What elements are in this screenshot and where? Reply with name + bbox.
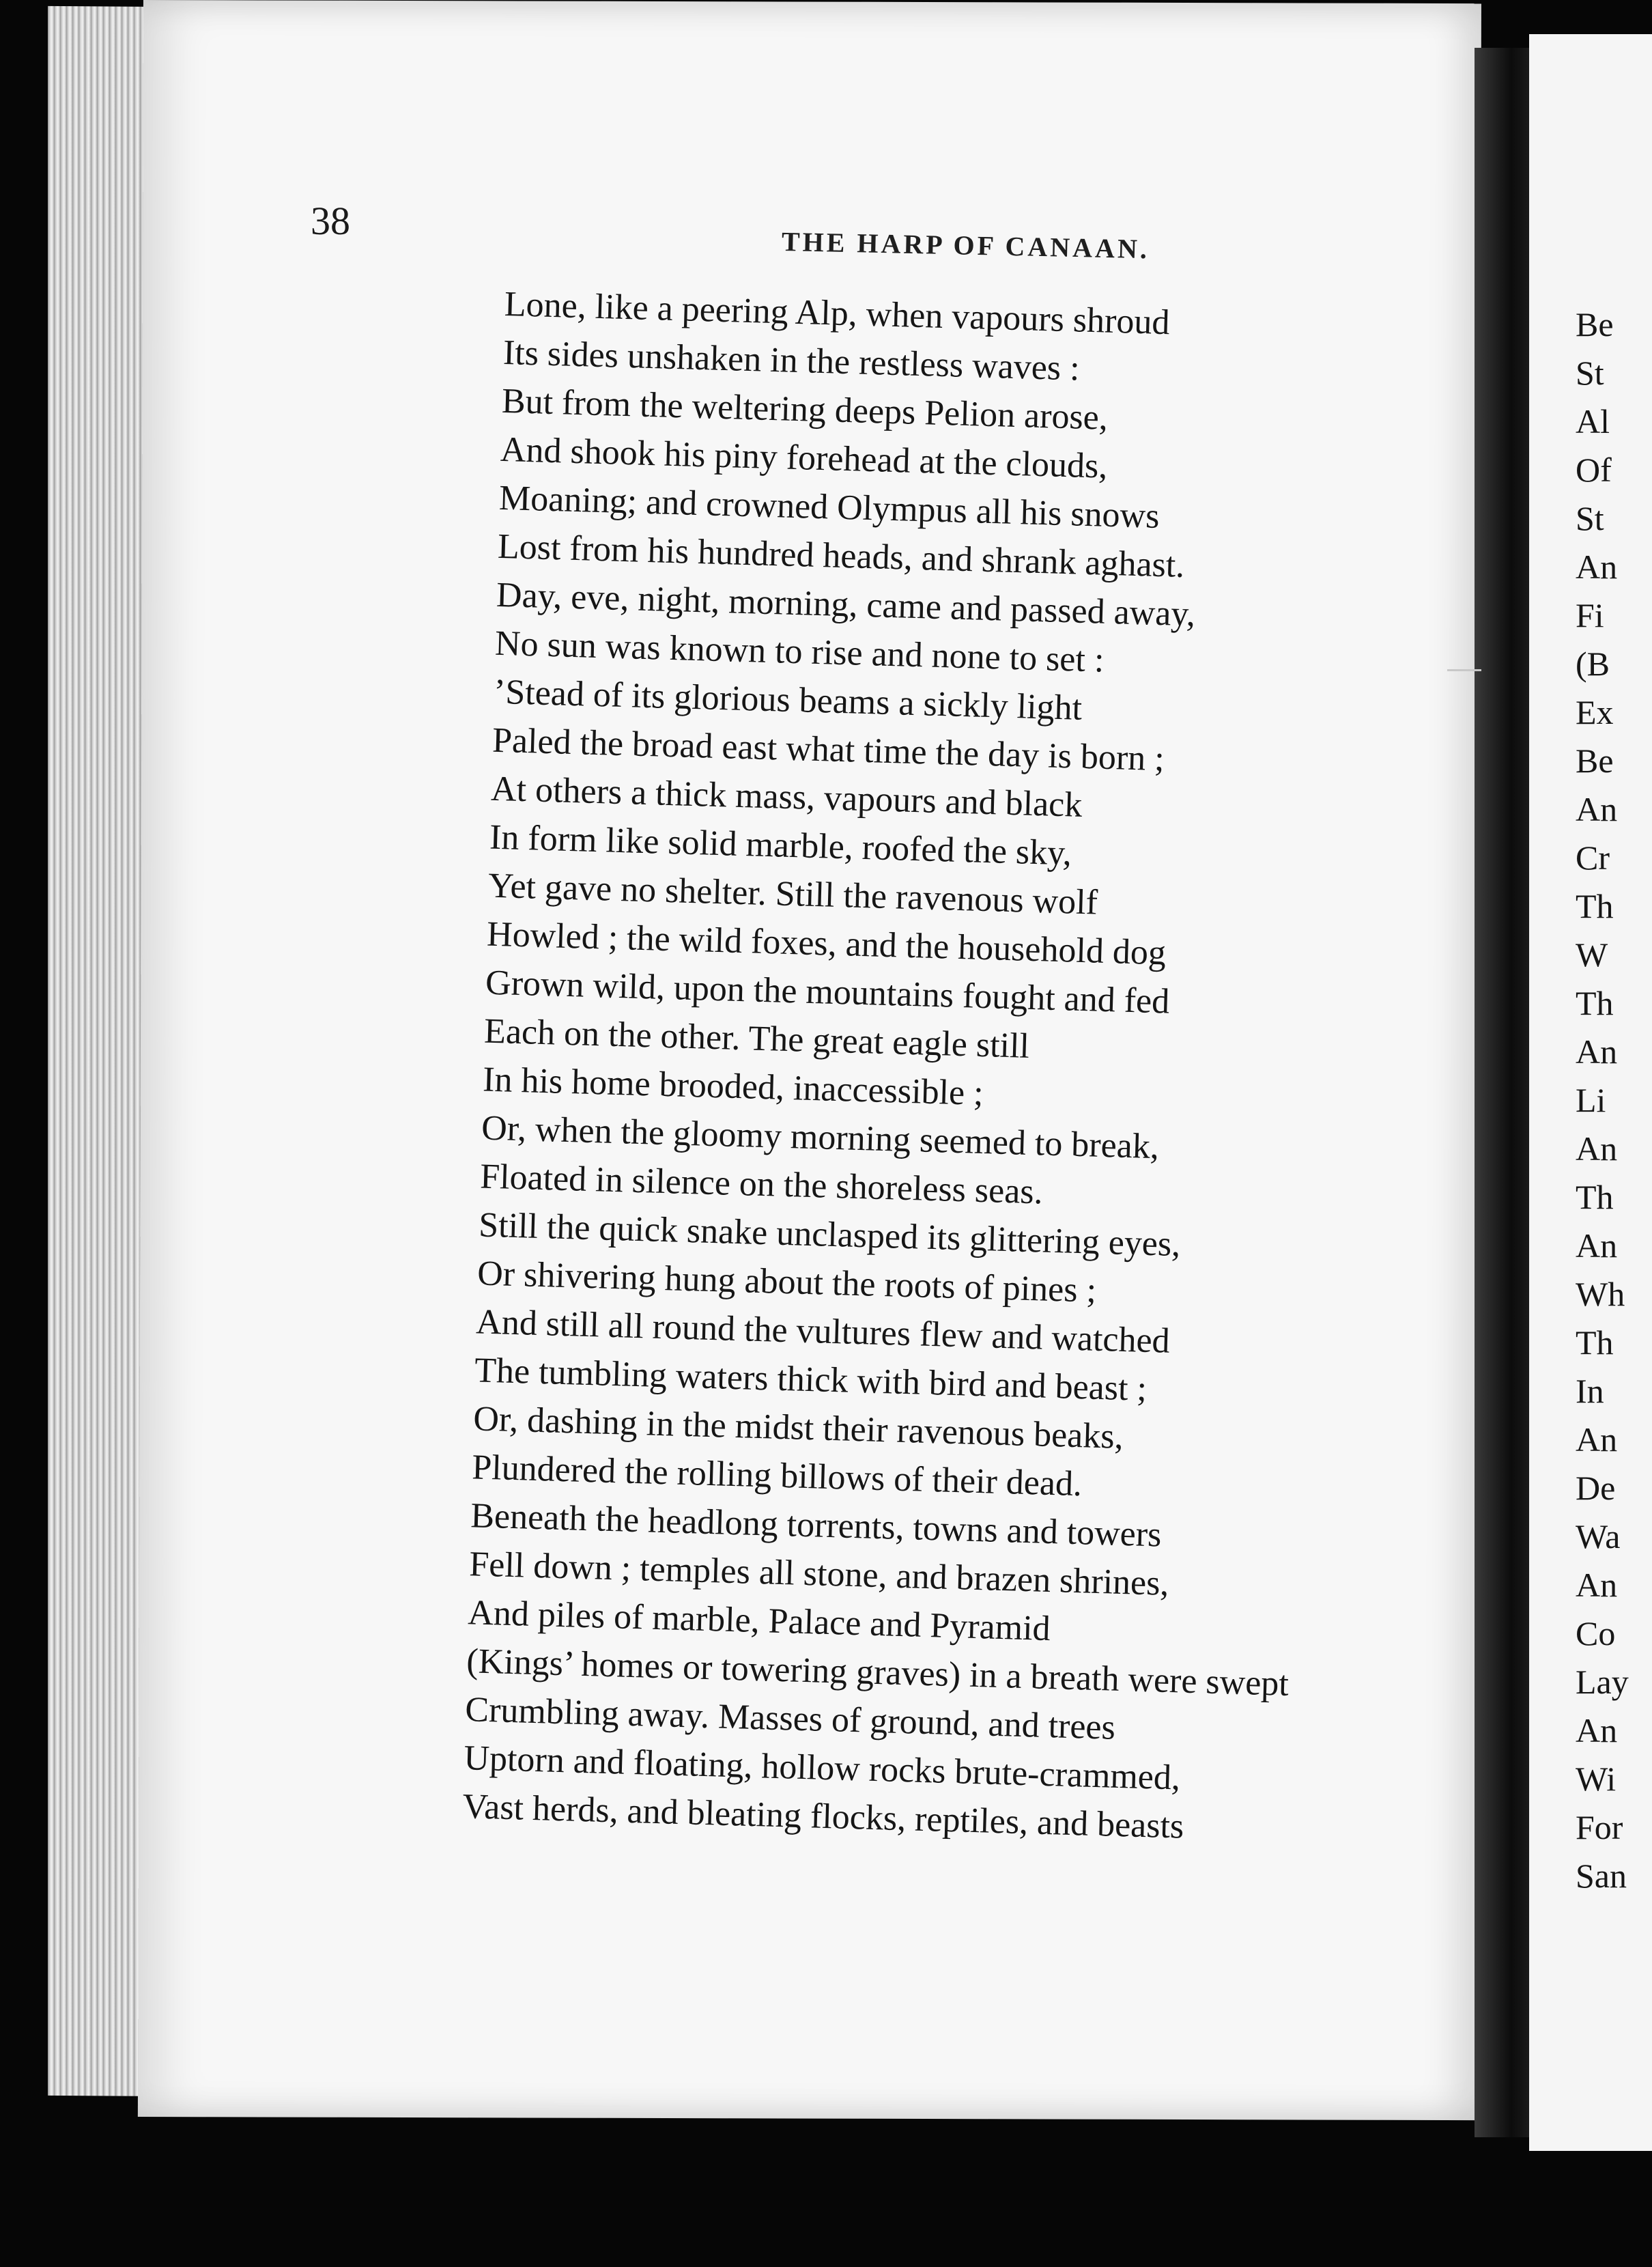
facing-line-fragment: Be: [1576, 305, 1614, 343]
facing-line-fragment: An: [1576, 790, 1618, 828]
poem-line: And shook his piny forehead at the clouds,: [500, 430, 1109, 486]
poem-line: In his home brooded, inaccessible ;: [482, 1060, 984, 1114]
facing-line-fragment: An: [1576, 548, 1618, 586]
facing-page-text: [1576, 300, 1629, 1900]
facing-line-fragment: Wh: [1576, 1275, 1625, 1313]
poem-text: [462, 280, 1475, 1858]
facing-line-fragment: Th: [1576, 984, 1614, 1022]
facing-line-fragment: An: [1576, 1420, 1618, 1459]
poem-line: Moaning; and crowned Olympus all his snows: [498, 478, 1160, 536]
facing-line-fragment: Wi: [1576, 1760, 1617, 1798]
poem-line: Crumbling away. Masses of ground, and trees: [464, 1690, 1116, 1747]
facing-line-fragment: Th: [1576, 1323, 1614, 1362]
facing-line-fragment: Th: [1576, 887, 1614, 925]
poem-line: But from the weltering deeps Pelion arose,: [501, 381, 1109, 438]
facing-line-fragment: Of: [1576, 451, 1612, 489]
poem-line: Fell down ; temples all stone, and brazen shrines,: [468, 1545, 1170, 1603]
facing-line-fragment: De: [1576, 1469, 1616, 1507]
facing-line-fragment: Th: [1576, 1178, 1614, 1216]
facing-line-fragment: St: [1576, 499, 1604, 537]
book-gutter: [1475, 48, 1536, 2137]
poem-line: Each on the other. The great eagle still: [483, 1011, 1030, 1066]
poem-line: Yet gave no shelter. Still the ravenous wolf: [487, 866, 1098, 923]
facing-line-fragment: An: [1576, 1032, 1618, 1071]
facing-line-fragment: (B: [1576, 645, 1610, 683]
facing-line-fragment: Fi: [1576, 596, 1604, 634]
facing-line-fragment: Li: [1576, 1081, 1606, 1119]
poem-line: Plundered the rolling billows of their dead.: [471, 1448, 1083, 1504]
facing-line-fragment: Be: [1576, 742, 1614, 780]
poem-line: ’Stead of its glorious beams a sickly light: [493, 672, 1083, 728]
poem-line: Its sides unshaken in the restless waves :: [502, 333, 1081, 389]
poem-line: (Kings’ homes or towering graves) in a breath were swept: [466, 1642, 1290, 1704]
facing-line-fragment: Lay: [1576, 1663, 1629, 1701]
poem-line: Still the quick snake unclasped its glittering eyes,: [478, 1205, 1181, 1265]
poem-line: Howled ; the wild foxes, and the household dog: [486, 914, 1167, 973]
facing-line-fragment: In: [1576, 1372, 1604, 1410]
poem-line: Floated in silence on the shoreless seas.: [479, 1157, 1044, 1212]
poem-line: Lost from his hundred heads, and shrank aghast.: [497, 526, 1186, 585]
poem-line: At others a thick mass, vapours and black: [490, 769, 1083, 825]
facing-line-fragment: Ex: [1576, 693, 1614, 731]
poem-line: Grown wild, upon the mountains fought and fed: [485, 963, 1170, 1022]
poem-line: Or, when the gloomy morning seemed to break,: [481, 1108, 1160, 1167]
facing-line-fragment: W: [1576, 935, 1608, 974]
poem-line: Paled the broad east what time the day is born ;: [492, 720, 1165, 779]
poem-line: The tumbling waters thick with bird and beast ;: [474, 1351, 1148, 1409]
facing-line-fragment: Al: [1576, 402, 1610, 440]
poem-line: Uptorn and floating, hollow rocks brute-crammed,: [463, 1738, 1181, 1798]
facing-line-fragment: Cr: [1576, 839, 1610, 877]
poem-line: No sun was known to rise and none to set :: [494, 623, 1105, 680]
poem-line: Vast herds, and bleating flocks, reptiles, and beasts: [461, 1787, 1184, 1846]
facing-line-fragment: An: [1576, 1226, 1618, 1265]
poem-line: Day, eve, night, morning, came and passed away,: [496, 575, 1196, 634]
facing-line-fragment: An: [1576, 1711, 1618, 1749]
facing-line-fragment: An: [1576, 1129, 1618, 1168]
page-number: 38: [311, 199, 350, 243]
poem-line: Or, dashing in the midst their ravenous beaks,: [472, 1399, 1124, 1456]
facing-line-fragment: San: [1576, 1857, 1627, 1895]
facing-line-fragment: For: [1576, 1808, 1623, 1846]
running-head: THE HARP OF CANAAN.: [781, 226, 1150, 265]
facing-line-fragment: Co: [1576, 1614, 1616, 1652]
poem-line: And still all round the vultures flew and watched: [475, 1302, 1171, 1361]
facing-line-fragment: Wa: [1576, 1517, 1621, 1555]
poem-line: Beneath the headlong torrents, towns and towers: [470, 1496, 1163, 1555]
poem-line: Lone, like a peering Alp, when vapours shroud: [504, 284, 1171, 343]
poem-line: Or shivering hung about the roots of pines ;: [476, 1254, 1097, 1310]
facing-line-fragment: An: [1576, 1566, 1618, 1604]
poem-line: In form like solid marble, roofed the sky,: [489, 817, 1072, 873]
poem-line: And piles of marble, Palace and Pyramid: [467, 1593, 1051, 1649]
facing-line-fragment: St: [1576, 354, 1604, 392]
